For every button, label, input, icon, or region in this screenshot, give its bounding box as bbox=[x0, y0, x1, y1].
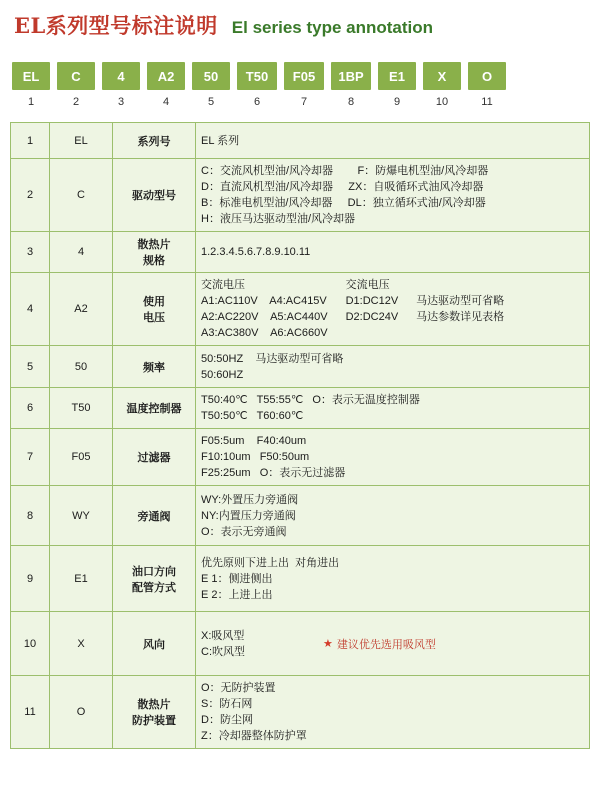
code-chip-number: 8 bbox=[347, 96, 355, 108]
description-columns bbox=[201, 680, 584, 744]
row-name: 旁通阀 bbox=[113, 486, 196, 546]
table-row bbox=[11, 232, 590, 273]
code-chip: C bbox=[57, 62, 95, 90]
description-column bbox=[201, 133, 257, 149]
code-chip: T50 bbox=[237, 62, 277, 90]
title-chinese: EL系列型号标注说明 bbox=[14, 13, 218, 38]
description-line: F10:10um F50:50um bbox=[201, 451, 310, 463]
description-column bbox=[201, 163, 506, 227]
description-columns bbox=[201, 133, 584, 149]
code-chip-cell bbox=[237, 62, 277, 108]
description-columns bbox=[201, 628, 584, 660]
description-line: 50:50HZ 马达驱动型可省略 bbox=[201, 352, 344, 365]
annotation-table-body bbox=[11, 123, 590, 749]
row-description bbox=[196, 123, 590, 159]
table-row bbox=[11, 159, 590, 232]
description-line: O：无防护装置 bbox=[201, 682, 276, 694]
table-row bbox=[11, 346, 590, 388]
description-line: B：标准电机型油/风冷却器 DL：独立循环式油/风冷却器 bbox=[201, 197, 486, 209]
note-text: 建议优先选用吸风型 bbox=[336, 638, 436, 651]
description-columns bbox=[201, 163, 584, 227]
table-row bbox=[11, 388, 590, 429]
code-chip-number: 10 bbox=[435, 96, 449, 108]
row-code: T50 bbox=[50, 388, 113, 429]
row-code: O bbox=[50, 676, 113, 749]
description-column bbox=[346, 277, 417, 341]
description-line: D1:DC12V bbox=[345, 295, 399, 307]
description-line: F05:5um F40:40um bbox=[201, 435, 307, 447]
description-line: A2:AC220V A5:AC440V bbox=[201, 311, 328, 323]
code-chip: 1BP bbox=[331, 62, 371, 90]
description-line: A1:AC110V A4:AC415V bbox=[201, 295, 327, 307]
code-chip: X bbox=[423, 62, 461, 90]
description-line: H：液压马达驱动型油/风冷却器 bbox=[201, 213, 355, 225]
description-line: C：交流风机型油/风冷却器 F：防爆电机型油/风冷却器 bbox=[201, 165, 489, 177]
description-line: 优先原则下进上出 对角进出 bbox=[201, 556, 340, 569]
code-chip-number: 7 bbox=[300, 96, 308, 108]
document-title bbox=[0, 0, 600, 40]
description-line: D2:DC24V bbox=[345, 311, 399, 323]
description-line bbox=[416, 325, 504, 341]
row-name: 频率 bbox=[113, 346, 196, 388]
description-column bbox=[201, 680, 325, 744]
description-columns bbox=[201, 433, 584, 481]
description-line: E 2：上进上出 bbox=[201, 588, 273, 601]
code-chip: E1 bbox=[378, 62, 416, 90]
row-description bbox=[196, 546, 590, 612]
description-line: C:吹风型 bbox=[201, 645, 245, 658]
description-line: EL 系列 bbox=[201, 134, 240, 147]
row-name: 油口方向 配管方式 bbox=[113, 546, 196, 612]
row-index: 11 bbox=[11, 676, 50, 749]
description-line: 马达参数详见表格 bbox=[416, 311, 505, 323]
code-chip-cell bbox=[378, 62, 416, 108]
row-code: E1 bbox=[50, 546, 113, 612]
description-column bbox=[201, 351, 361, 383]
code-chip-number: 3 bbox=[117, 96, 125, 108]
annotation-table bbox=[10, 122, 590, 749]
description-line: A3:AC380V A6:AC660V bbox=[201, 327, 328, 339]
table-row bbox=[11, 273, 590, 346]
row-index: 10 bbox=[11, 612, 50, 676]
row-index: 8 bbox=[11, 486, 50, 546]
description-line: 交流电压 bbox=[201, 279, 245, 291]
code-chip: 50 bbox=[192, 62, 230, 90]
row-index: 9 bbox=[11, 546, 50, 612]
row-code: C bbox=[50, 159, 113, 232]
code-chip: A2 bbox=[147, 62, 185, 90]
row-name: 风向 bbox=[113, 612, 196, 676]
description-line: S：防石网 bbox=[201, 698, 253, 710]
code-chip-number: 6 bbox=[253, 96, 261, 108]
table-row bbox=[11, 612, 590, 676]
code-chip-row bbox=[0, 62, 600, 108]
row-description bbox=[196, 159, 590, 232]
table-row bbox=[11, 546, 590, 612]
row-index: 6 bbox=[11, 388, 50, 429]
table-row bbox=[11, 486, 590, 546]
row-name: 温度控制器 bbox=[113, 388, 196, 429]
code-chip-cell bbox=[468, 62, 506, 108]
row-description bbox=[196, 388, 590, 429]
description-column bbox=[201, 433, 363, 481]
row-index: 3 bbox=[11, 232, 50, 273]
code-chip-cell bbox=[284, 62, 324, 108]
description-line: T50:40℃ T55:55℃ O：表示无温度控制器 bbox=[201, 394, 420, 406]
row-index: 7 bbox=[11, 429, 50, 486]
description-line: D：防尘网 bbox=[201, 714, 253, 726]
description-column bbox=[201, 492, 316, 540]
description-line: T50:50℃ T60:60℃ bbox=[201, 410, 304, 422]
code-chip: F05 bbox=[284, 62, 324, 90]
description-columns bbox=[201, 351, 584, 383]
description-line bbox=[346, 325, 399, 341]
title-english: El series type annotation bbox=[231, 18, 434, 37]
table-row bbox=[11, 123, 590, 159]
description-columns bbox=[201, 492, 584, 540]
code-chip-cell bbox=[57, 62, 95, 108]
table-row bbox=[11, 676, 590, 749]
description-columns bbox=[201, 244, 584, 260]
description-note bbox=[263, 628, 454, 660]
code-chip: O bbox=[468, 62, 506, 90]
description-columns bbox=[201, 555, 584, 603]
description-line: D：直流风机型油/风冷却器 ZX：自吸循环式油风冷却器 bbox=[201, 181, 484, 193]
row-description bbox=[196, 273, 590, 346]
row-code: A2 bbox=[50, 273, 113, 346]
description-columns bbox=[201, 277, 584, 341]
description-line: F25:25um O：表示无过滤器 bbox=[201, 467, 346, 479]
description-line: Z：冷却器整体防护罩 bbox=[201, 730, 307, 742]
row-description bbox=[196, 232, 590, 273]
description-line: X:吸风型 bbox=[201, 629, 245, 642]
row-index: 4 bbox=[11, 273, 50, 346]
row-description bbox=[196, 612, 590, 676]
description-line: 交流电压 bbox=[345, 279, 390, 291]
row-index: 2 bbox=[11, 159, 50, 232]
description-column bbox=[201, 555, 357, 603]
description-line: 1.2.3.4.5.6.7.8.9.10.11 bbox=[201, 246, 311, 258]
row-index: 1 bbox=[11, 123, 50, 159]
row-description bbox=[196, 486, 590, 546]
description-line: 50:60HZ bbox=[201, 368, 244, 381]
code-chip-number: 4 bbox=[162, 96, 170, 108]
description-line: O：表示无旁通阀 bbox=[201, 525, 287, 538]
row-name: 驱动型号 bbox=[113, 159, 196, 232]
row-description bbox=[196, 676, 590, 749]
code-chip-cell bbox=[423, 62, 461, 108]
row-code: F05 bbox=[50, 429, 113, 486]
table-row bbox=[11, 429, 590, 486]
code-chip-cell bbox=[12, 62, 50, 108]
row-description bbox=[196, 346, 590, 388]
description-column bbox=[201, 277, 346, 341]
description-line: NY:内置压力旁通阀 bbox=[201, 509, 296, 522]
code-chip-cell bbox=[192, 62, 230, 108]
description-line: E 1：侧进侧出 bbox=[201, 572, 273, 585]
row-code: EL bbox=[50, 123, 113, 159]
row-name: 过滤器 bbox=[113, 429, 196, 486]
code-chip-number: 2 bbox=[72, 96, 80, 108]
description-line bbox=[416, 277, 504, 293]
description-line: WY:外置压力旁通阀 bbox=[201, 493, 299, 506]
row-code: X bbox=[50, 612, 113, 676]
code-chip-cell bbox=[102, 62, 140, 108]
star-icon: ★ bbox=[323, 638, 333, 650]
code-chip-number: 1 bbox=[27, 96, 35, 108]
code-chip: 4 bbox=[102, 62, 140, 90]
row-name: 散热片 规格 bbox=[113, 232, 196, 273]
code-chip-cell bbox=[331, 62, 371, 108]
description-column bbox=[201, 628, 263, 660]
description-column bbox=[416, 277, 522, 341]
row-description bbox=[196, 429, 590, 486]
row-index: 5 bbox=[11, 346, 50, 388]
description-line: 马达驱动型可省略 bbox=[416, 295, 505, 307]
row-name: 使用 电压 bbox=[113, 273, 196, 346]
code-chip-number: 9 bbox=[393, 96, 401, 108]
code-chip: EL bbox=[12, 62, 50, 90]
code-chip-number: 5 bbox=[207, 96, 215, 108]
row-code: WY bbox=[50, 486, 113, 546]
description-column bbox=[201, 244, 328, 260]
description-columns bbox=[201, 392, 584, 424]
code-chip-number: 11 bbox=[481, 96, 493, 108]
row-code: 4 bbox=[50, 232, 113, 273]
row-code: 50 bbox=[50, 346, 113, 388]
row-name: 散热片 防护装置 bbox=[113, 676, 196, 749]
row-name: 系列号 bbox=[113, 123, 196, 159]
code-chip-cell bbox=[147, 62, 185, 108]
description-column bbox=[201, 392, 438, 424]
